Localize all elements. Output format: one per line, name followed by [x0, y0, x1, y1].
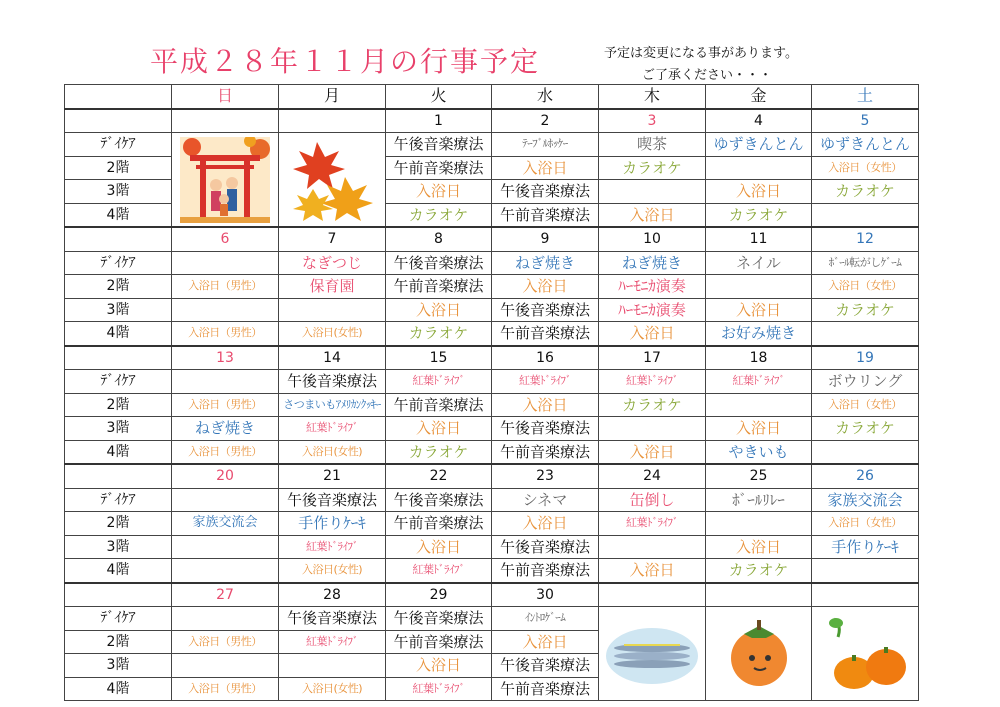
activity-cell: ﾊｰﾓﾆｶ演奏	[599, 275, 706, 299]
activity-cell: 手作りｹｰｷ	[812, 535, 919, 559]
activity-cell	[812, 203, 919, 227]
activity-cell: 入浴日（男性）	[172, 440, 279, 464]
activity-cell: ゆずきんとん	[706, 133, 812, 157]
activity-cell: 紅葉ﾄﾞﾗｲﾌﾞ	[386, 677, 492, 701]
floor-row	[65, 488, 919, 512]
floor-row	[65, 559, 919, 583]
floor-row	[65, 370, 919, 394]
activity-cell: ｲﾝﾄﾛｹﾞｰﾑ	[492, 607, 599, 631]
activity-cell: ボウリング	[812, 370, 919, 394]
activity-cell: ゆずきんとん	[812, 133, 919, 157]
floor-row	[65, 251, 919, 275]
activity-cell: ﾎﾞｰﾙ転がしｹﾞｰﾑ	[812, 251, 919, 275]
activity-cell: ﾎﾞｰﾙﾘﾚｰ	[706, 488, 812, 512]
illustration-cell	[279, 133, 386, 228]
activity-cell: 保育園	[279, 275, 386, 299]
weekday-header-2: 火	[386, 85, 492, 109]
activity-cell: カラオケ	[386, 203, 492, 227]
date-cell: 6	[172, 227, 279, 251]
date-cell	[706, 583, 812, 607]
activity-cell: カラオケ	[706, 203, 812, 227]
activity-cell: カラオケ	[812, 417, 919, 441]
activity-cell: シネマ	[492, 488, 599, 512]
activity-cell: やきいも	[706, 440, 812, 464]
activity-cell: カラオケ	[812, 298, 919, 322]
activity-cell: 午後音楽療法	[492, 298, 599, 322]
activity-cell	[172, 654, 279, 678]
floor-row	[65, 440, 919, 464]
activity-cell: 入浴日(女性)	[279, 559, 386, 583]
activity-cell: 午前音楽療法	[386, 512, 492, 536]
pumpkin-illustration	[820, 611, 910, 697]
weekday-header-4: 木	[599, 85, 706, 109]
activity-cell: 入浴日	[599, 559, 706, 583]
activity-cell: 入浴日	[599, 440, 706, 464]
activity-cell: 入浴日	[599, 203, 706, 227]
activity-cell: 喫茶	[599, 133, 706, 157]
activity-cell	[172, 370, 279, 394]
activity-cell: 午後音楽療法	[279, 488, 386, 512]
date-row-label	[65, 109, 172, 133]
floor-row	[65, 133, 919, 157]
activity-cell: 午前音楽療法	[492, 559, 599, 583]
floor-label: 2階	[65, 393, 172, 417]
header-corner	[65, 85, 172, 109]
floor-label: 4階	[65, 559, 172, 583]
illustration-cell	[599, 607, 706, 701]
date-cell: 9	[492, 227, 599, 251]
activity-cell: 入浴日	[706, 417, 812, 441]
activity-cell	[172, 251, 279, 275]
date-cell: 4	[706, 109, 812, 133]
activity-cell: 入浴日（女性）	[812, 156, 919, 180]
activity-cell: 午前音楽療法	[492, 203, 599, 227]
notice-line-2: ご了承ください・・・	[642, 68, 773, 83]
activity-cell	[279, 298, 386, 322]
date-cell: 15	[386, 346, 492, 370]
activity-cell: 紅葉ﾄﾞﾗｲﾌﾞ	[706, 370, 812, 394]
activity-cell	[706, 393, 812, 417]
activity-cell: 入浴日(女性)	[279, 440, 386, 464]
date-row	[65, 346, 919, 370]
sanma-fish-illustration	[604, 614, 700, 694]
activity-cell: 午後音楽療法	[386, 607, 492, 631]
date-cell: 25	[706, 464, 812, 488]
activity-cell: 午後音楽療法	[492, 180, 599, 204]
activity-cell: 入浴日（男性）	[172, 322, 279, 346]
activity-cell	[812, 440, 919, 464]
illustration-cell	[812, 607, 919, 701]
weekday-header-5: 金	[706, 85, 812, 109]
floor-label: 2階	[65, 630, 172, 654]
activity-cell: 入浴日	[706, 180, 812, 204]
activity-cell: 家族交流会	[812, 488, 919, 512]
floor-label: 4階	[65, 440, 172, 464]
activity-cell	[279, 654, 386, 678]
activity-cell: 午前音楽療法	[386, 393, 492, 417]
activity-cell: ﾃｰﾌﾞﾙﾎｯｹｰ	[492, 133, 599, 157]
date-cell: 23	[492, 464, 599, 488]
activity-cell	[812, 559, 919, 583]
activity-cell: 入浴日	[706, 535, 812, 559]
activity-cell: カラオケ	[386, 440, 492, 464]
activity-cell: 入浴日	[386, 298, 492, 322]
activity-cell: 午後音楽療法	[386, 488, 492, 512]
activity-cell: 入浴日	[386, 654, 492, 678]
floor-label: 4階	[65, 203, 172, 227]
floor-row	[65, 298, 919, 322]
activity-cell: カラオケ	[386, 322, 492, 346]
date-cell: 18	[706, 346, 812, 370]
weekday-header-1: 月	[279, 85, 386, 109]
floor-row	[65, 275, 919, 299]
weekday-header-6: 土	[812, 85, 919, 109]
floor-label: ﾃﾞｲｹｱ	[65, 251, 172, 275]
floor-row	[65, 607, 919, 631]
activity-cell: ねぎ焼き	[599, 251, 706, 275]
date-row	[65, 227, 919, 251]
floor-label: 3階	[65, 180, 172, 204]
activity-cell: 午後音楽療法	[386, 133, 492, 157]
date-cell: 2	[492, 109, 599, 133]
date-cell	[172, 109, 279, 133]
activity-cell: 入浴日	[492, 512, 599, 536]
floor-label: 3階	[65, 654, 172, 678]
activity-cell: 入浴日	[492, 630, 599, 654]
floor-label: 2階	[65, 156, 172, 180]
activity-cell: 入浴日	[492, 393, 599, 417]
floor-label: ﾃﾞｲｹｱ	[65, 607, 172, 631]
date-cell: 27	[172, 583, 279, 607]
date-cell: 30	[492, 583, 599, 607]
activity-cell: ﾊｰﾓﾆｶ演奏	[599, 298, 706, 322]
date-cell	[812, 583, 919, 607]
date-cell: 29	[386, 583, 492, 607]
activity-cell: 入浴日（女性）	[812, 275, 919, 299]
date-row-label	[65, 227, 172, 251]
date-cell: 22	[386, 464, 492, 488]
illustration-cell	[706, 607, 812, 701]
activity-cell	[599, 535, 706, 559]
activity-cell: 午前音楽療法	[492, 677, 599, 701]
floor-row	[65, 512, 919, 536]
floor-label: ﾃﾞｲｹｱ	[65, 488, 172, 512]
activity-cell	[172, 607, 279, 631]
date-row	[65, 109, 919, 133]
activity-cell: 家族交流会	[172, 512, 279, 536]
activity-cell: ねぎ焼き	[172, 417, 279, 441]
activity-cell	[172, 488, 279, 512]
activity-cell: カラオケ	[706, 559, 812, 583]
activity-cell: 午後音楽療法	[386, 251, 492, 275]
date-row	[65, 583, 919, 607]
activity-cell: 缶倒し	[599, 488, 706, 512]
activity-cell	[706, 156, 812, 180]
activity-cell: 紅葉ﾄﾞﾗｲﾌﾞ	[279, 417, 386, 441]
illustration-cell	[172, 133, 279, 228]
date-cell: 28	[279, 583, 386, 607]
activity-cell: 入浴日	[599, 322, 706, 346]
date-cell: 20	[172, 464, 279, 488]
date-row	[65, 464, 919, 488]
activity-cell: さつまいもｱﾒﾘｶﾝｸｯｷｰ	[279, 393, 386, 417]
activity-cell: 入浴日	[492, 156, 599, 180]
date-cell: 13	[172, 346, 279, 370]
floor-label: 2階	[65, 275, 172, 299]
activity-cell: 入浴日(女性)	[279, 677, 386, 701]
date-cell: 24	[599, 464, 706, 488]
activity-cell: 紅葉ﾄﾞﾗｲﾌﾞ	[279, 535, 386, 559]
date-cell: 11	[706, 227, 812, 251]
activity-cell: 午前音楽療法	[492, 440, 599, 464]
date-cell: 14	[279, 346, 386, 370]
floor-row	[65, 393, 919, 417]
activity-cell	[172, 535, 279, 559]
schedule-table	[64, 84, 919, 701]
activity-cell: 入浴日(女性)	[279, 322, 386, 346]
weekday-header-0: 日	[172, 85, 279, 109]
activity-cell: 手作りｹｰｷ	[279, 512, 386, 536]
date-cell: 26	[812, 464, 919, 488]
activity-cell: 午前音楽療法	[386, 275, 492, 299]
activity-cell	[706, 512, 812, 536]
activity-cell: 入浴日（男性）	[172, 275, 279, 299]
activity-cell: 午後音楽療法	[279, 370, 386, 394]
date-cell: 8	[386, 227, 492, 251]
activity-cell: 午前音楽療法	[492, 322, 599, 346]
floor-label: 3階	[65, 535, 172, 559]
floor-row	[65, 535, 919, 559]
activity-cell: カラオケ	[599, 156, 706, 180]
floor-label: 2階	[65, 512, 172, 536]
notice-line-1: 予定は変更になる事があります。	[604, 46, 798, 61]
activity-cell: 入浴日（男性）	[172, 393, 279, 417]
date-cell	[279, 109, 386, 133]
date-cell	[599, 583, 706, 607]
activity-cell: カラオケ	[599, 393, 706, 417]
date-cell: 19	[812, 346, 919, 370]
date-row-label	[65, 346, 172, 370]
date-cell: 7	[279, 227, 386, 251]
activity-cell	[706, 275, 812, 299]
activity-cell: 入浴日	[706, 298, 812, 322]
activity-cell: 入浴日（男性）	[172, 630, 279, 654]
date-cell: 16	[492, 346, 599, 370]
shrine-family-illustration	[180, 137, 270, 223]
activity-cell: お好み焼き	[706, 322, 812, 346]
activity-cell: 午前音楽療法	[386, 156, 492, 180]
floor-row	[65, 417, 919, 441]
floor-label: ﾃﾞｲｹｱ	[65, 133, 172, 157]
activity-cell	[172, 298, 279, 322]
date-cell: 12	[812, 227, 919, 251]
activity-cell	[812, 322, 919, 346]
page-title: 平成２８年１１月の行事予定	[150, 45, 541, 78]
activity-cell: ねぎ焼き	[492, 251, 599, 275]
activity-cell: 紅葉ﾄﾞﾗｲﾌﾞ	[599, 370, 706, 394]
floor-label: 3階	[65, 417, 172, 441]
date-cell: 3	[599, 109, 706, 133]
activity-cell: 入浴日（男性）	[172, 677, 279, 701]
activity-cell: ネイル	[706, 251, 812, 275]
floor-label: 3階	[65, 298, 172, 322]
date-cell: 10	[599, 227, 706, 251]
floor-label: 4階	[65, 322, 172, 346]
date-row-label	[65, 583, 172, 607]
activity-cell: 午後音楽療法	[492, 417, 599, 441]
activity-cell: カラオケ	[812, 180, 919, 204]
date-cell: 5	[812, 109, 919, 133]
date-cell: 21	[279, 464, 386, 488]
persimmon-illustration	[714, 614, 804, 694]
activity-cell	[172, 559, 279, 583]
weekday-header-3: 水	[492, 85, 599, 109]
activity-cell: 午後音楽療法	[492, 535, 599, 559]
activity-cell: 紅葉ﾄﾞﾗｲﾌﾞ	[279, 630, 386, 654]
activity-cell: 入浴日	[386, 417, 492, 441]
activity-cell: 紅葉ﾄﾞﾗｲﾌﾞ	[386, 370, 492, 394]
activity-cell: 紅葉ﾄﾞﾗｲﾌﾞ	[599, 512, 706, 536]
activity-cell: 午後音楽療法	[279, 607, 386, 631]
activity-cell	[599, 417, 706, 441]
activity-cell: 入浴日	[386, 535, 492, 559]
activity-cell	[599, 180, 706, 204]
activity-cell: 紅葉ﾄﾞﾗｲﾌﾞ	[386, 559, 492, 583]
activity-cell: 紅葉ﾄﾞﾗｲﾌﾞ	[492, 370, 599, 394]
floor-row	[65, 322, 919, 346]
date-row-label	[65, 464, 172, 488]
autumn-leaves-illustration	[287, 137, 377, 223]
floor-label: 4階	[65, 677, 172, 701]
activity-cell: 入浴日	[492, 275, 599, 299]
activity-cell: 午後音楽療法	[492, 654, 599, 678]
weekday-header-row	[65, 85, 919, 109]
activity-cell: なぎつじ	[279, 251, 386, 275]
activity-cell: 午前音楽療法	[386, 630, 492, 654]
activity-cell: 入浴日（女性）	[812, 393, 919, 417]
activity-cell: 入浴日（女性）	[812, 512, 919, 536]
floor-label: ﾃﾞｲｹｱ	[65, 370, 172, 394]
date-cell: 17	[599, 346, 706, 370]
activity-cell: 入浴日	[386, 180, 492, 204]
date-cell: 1	[386, 109, 492, 133]
